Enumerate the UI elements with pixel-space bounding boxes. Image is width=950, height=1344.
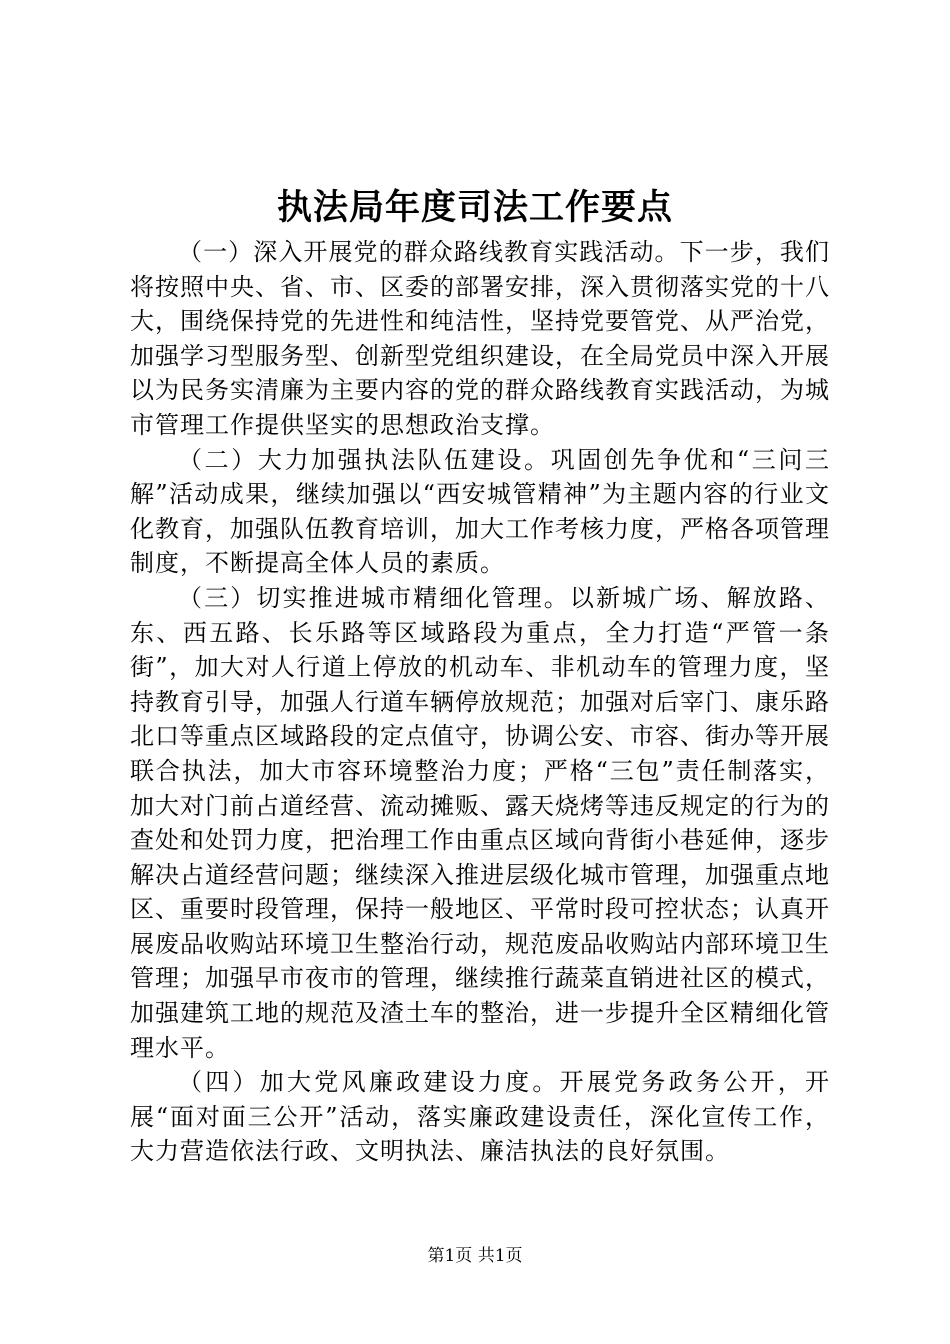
document-body bbox=[130, 235, 830, 1169]
document-title: 执法局年度司法工作要点 bbox=[276, 187, 673, 228]
paragraph-3: （三）切实推进城市精细化管理。以新城广场、解放路、东、西五路、长乐路等区域路段为重点，全力打造“严管一条街”，加大对人行道上停放的机动车、非机动车的管理力度，坚持教育引导，加强人行道车辆停放规范；加强对后宰门、康乐路北口等重点区域路段的定点值守，协调公安、市容、街办等开展联合执法，加大市容环境整治力度；严格“三包”责任制落实，加大对门前占道经营、流动摊贩、露天烧烤等违反规定的行为的查处和处罚力度，把治理工作由重点区域向背街小巷延伸，逐步解决占道经营问题；继续深入推进层级化城市管理，加强重点地区、重要时段管理，保持一般地区、平常时段可控状态；认真开展废品收购站环境卫生整治行动，规范废品收购站内部环境卫生管理；加强早市夜市的管理，继续推行蔬菜直销进社区的模式，加强建筑工地的规范及渣土车的整治，进一步提升全区精细化管理水平。 bbox=[130, 583, 830, 1062]
paragraph-1: （一）深入开展党的群众路线教育实践活动。下一步，我们将按照中央、省、市、区委的部署安排，深入贯彻落实党的十八大，围绕保持党的先进性和纯洁性，坚持党要管党、从严治党，加强学习型服务型、创新型党组织建设，在全局党员中深入开展以为民务实清廉为主要内容的党的群众路线教育实践活动，为城市管理工作提供坚实的思想政治支撑。 bbox=[130, 238, 830, 439]
paragraph-4: （四）加大党风廉政建设力度。开展党务政务公开，开展“面对面三公开”活动，落实廉政建设责任，深化宣传工作，大力营造依法行政、文明执法、廉洁执法的良好氛围。 bbox=[130, 1068, 830, 1166]
paragraph-2: （二）大力加强执法队伍建设。巩固创先争优和“三问三解”活动成果，继续加强以“西安城管精神”为主题内容的行业文化教育，加强队伍教育培训，加大工作考核力度，严格各项管理制度，不断提高全体人员的素质。 bbox=[130, 445, 830, 578]
page-footer: 第1页 共1页 bbox=[427, 1246, 523, 1266]
